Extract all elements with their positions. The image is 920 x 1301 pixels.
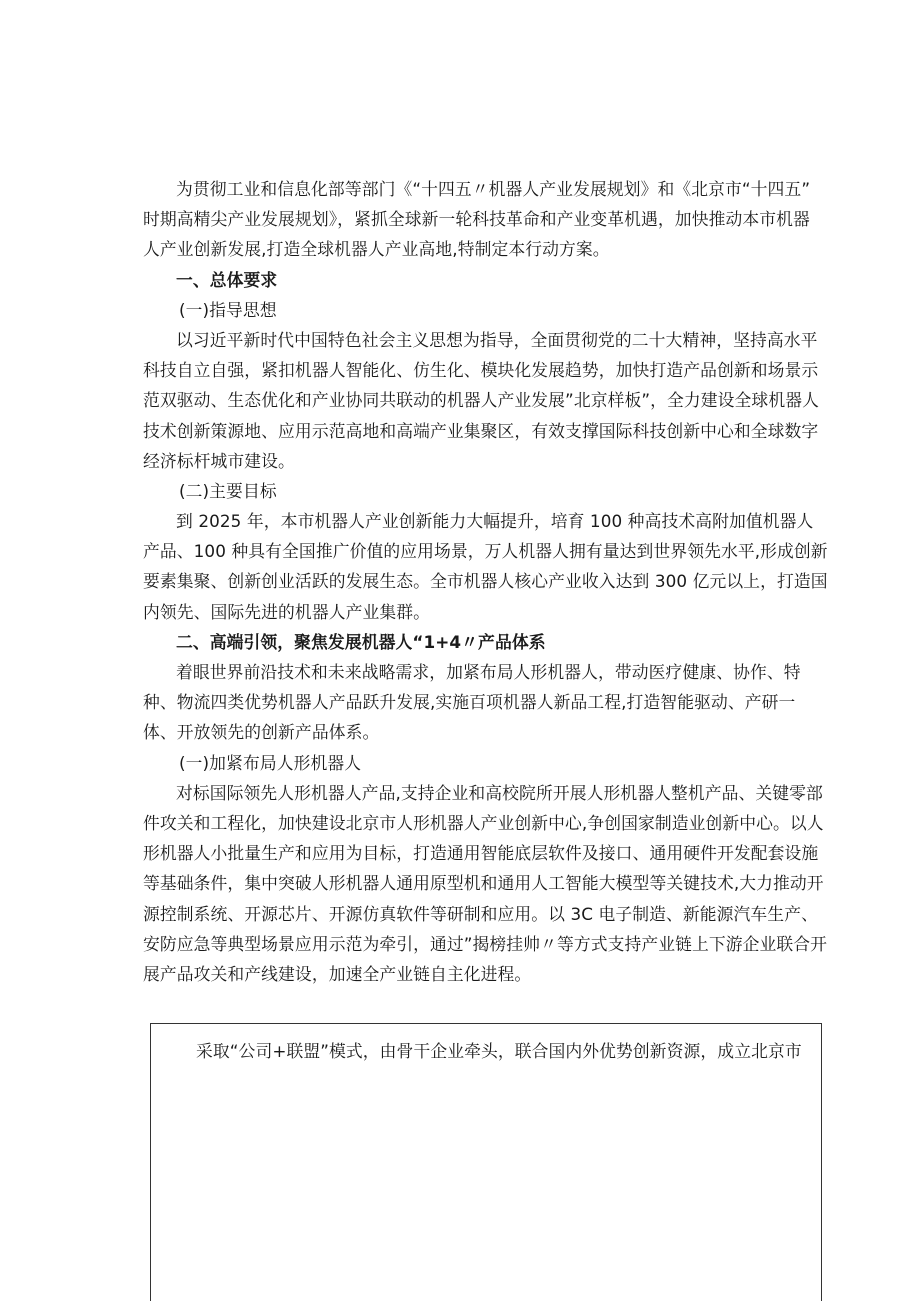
section-heading: 二、高端引领，聚焦发展机器人“1+4〃产品体系 bbox=[176, 631, 546, 652]
text-line: 内领先、国际先进的机器人产业集群。 bbox=[143, 601, 430, 622]
subsection-heading: (一)指导思想 bbox=[179, 299, 277, 320]
subsection-heading: (二)主要目标 bbox=[179, 480, 277, 501]
text-line: 人产业创新发展,打造全球机器人产业高地,特制定本行动方案。 bbox=[143, 239, 610, 260]
text-line: 安防应急等典型场景应用示范为牵引，通过”揭榜挂帅〃等方式支持产业链上下游企业联合开 bbox=[143, 933, 828, 954]
text-line: 经济标杆城市建设。 bbox=[143, 450, 295, 471]
document-body bbox=[143, 174, 828, 989]
text-line: 要素集聚、创新创业活跃的发展生态。全市机器人核心产业收入达到 300 亿元以上，打造国 bbox=[143, 571, 828, 592]
text-line: 等基础条件，集中突破人形机器人通用原型机和通用人工智能大模型等关键技术,大力推动开 bbox=[143, 873, 824, 894]
text-line: 着眼世界前沿技术和未来战略需求，加紧布局人形机器人，带动医疗健康、协作、特 bbox=[176, 662, 801, 682]
text-line: 体、开放领先的创新产品体系。 bbox=[143, 722, 380, 743]
subsection-heading: (一)加紧布局人形机器人 bbox=[179, 752, 362, 773]
text-line: 件攻关和工程化，加快建设北京市人形机器人产业创新中心,争创国家制造业创新中心。以人 bbox=[143, 812, 824, 833]
section-heading: 一、总体要求 bbox=[176, 269, 278, 290]
text-line: 展产品攻关和产线建设，加速全产业链自主化进程。 bbox=[143, 963, 532, 984]
text-line: 种、物流四类优势机器人产品跃升发展,实施百项机器人新品工程,打造智能驱动、产研一 bbox=[143, 692, 796, 713]
main-goals-paragraph bbox=[143, 506, 828, 627]
text-line: 科技自立自强，紧扣机器人智能化、仿生化、模块化发展趋势，加快打造产品创新和场景示 bbox=[143, 360, 819, 381]
product-system-paragraph bbox=[143, 657, 823, 748]
text-line: 时期高精尖产业发展规划》，紧抓全球新一轮科技革命和产业变革机遇，加快推动本市机器 bbox=[143, 209, 810, 230]
boxed-note-text: 采取“公司+联盟”模式，由骨干企业牵头，联合国内外优势创新资源，成立北京市 bbox=[196, 1041, 802, 1061]
humanoid-robot-paragraph bbox=[143, 778, 828, 989]
boxed-note bbox=[150, 1023, 822, 1301]
text-line: 以习近平新时代中国特色社会主义思想为指导，全面贯彻党的二十大精神，坚持高水平 bbox=[176, 329, 818, 350]
text-line: 到 2025 年，本市机器人产业创新能力大幅提升，培育 100 种高技术高附加值机器人 bbox=[176, 511, 814, 532]
text-line: 源控制系统、开源芯片、开源仿真软件等研制和应用。以 3C 电子制造、新能源汽车生产、 bbox=[143, 903, 818, 924]
text-line: 对标国际领先人形机器人产品,支持企业和高校院所开展人形机器人整机产品、关键零部 bbox=[176, 782, 823, 803]
text-line: 范双驱动、生态优化和产业协同共联动的机器人产业发展”北京样板”，全力建设全球机器人 bbox=[143, 390, 819, 411]
guiding-thought-paragraph bbox=[143, 325, 823, 476]
text-line: 产品、100 种具有全国推广价值的应用场景，万人机器人拥有量达到世界领先水平,形成创新 bbox=[143, 541, 828, 562]
text-line: 形机器人小批量生产和应用为目标，打造通用智能底层软件及接口、通用硬件开发配套设施 bbox=[143, 843, 819, 864]
text-line: 技术创新策源地、应用示范高地和高端产业集聚区，有效支撑国际科技创新中心和全球数字 bbox=[143, 420, 819, 441]
text-line: 为贯彻工业和信息化部等部门《“十四五〃机器人产业发展规划》和《北京市“十四五” bbox=[176, 179, 811, 199]
intro-paragraph bbox=[143, 174, 823, 265]
